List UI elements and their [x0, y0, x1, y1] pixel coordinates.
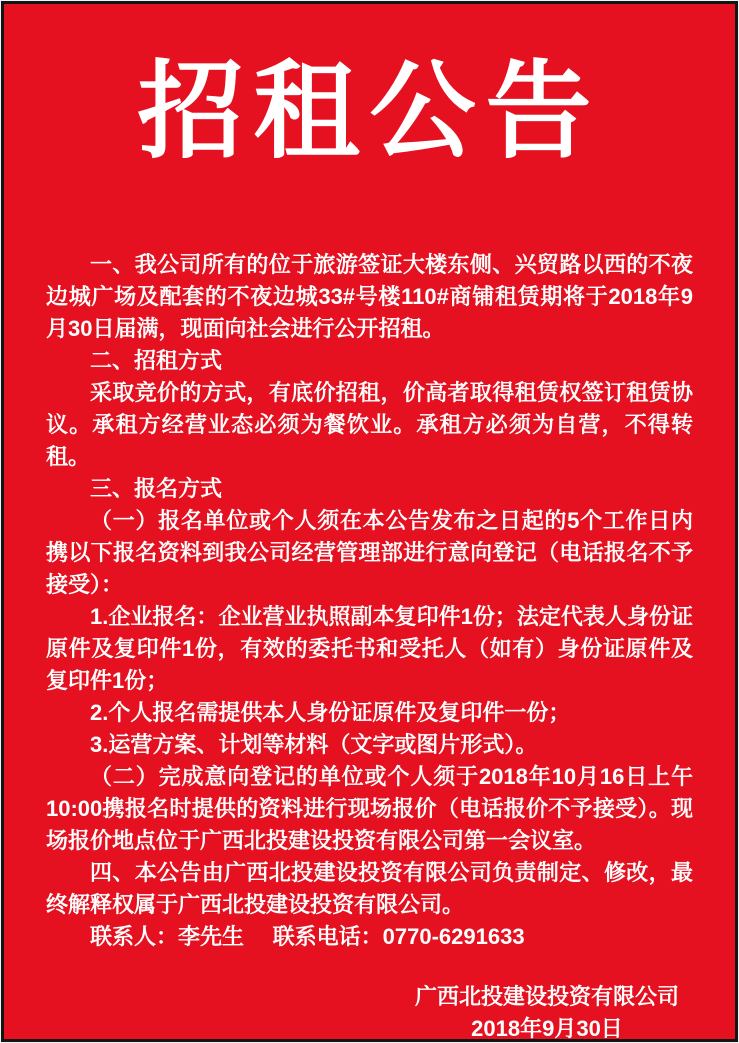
contact-person-name: 李先生: [178, 924, 245, 949]
signature-date: 2018年9月30日: [471, 1016, 623, 1041]
notice-paragraph-operation-plan: 3.运营方案、计划等材料（文字或图片形式）。: [90, 732, 538, 757]
notice-body: [4, 249, 735, 953]
notice-paragraph-individual-registration: 2.个人报名需提供本人身份证原件及复印件一份；: [90, 700, 571, 725]
contact-phone-number: 0770-6291633: [382, 924, 525, 949]
notice-paragraph-intro: 一、我公司所有的位于旅游签证大楼东侧、兴贸路以西的不夜边城广场及配套的不夜边城33#号楼110#商铺租赁期将于2018年9月30日届满，现面向社会进行公开招租。: [46, 252, 693, 341]
contact-phone-label: 联系电话：: [272, 924, 383, 949]
signature-block: [4, 981, 735, 1042]
notice-paragraph-rental-method: 采取竞价的方式，有底价招租，价高者取得租赁权签订租赁协议。承租方经营业态必须为餐饮业。承租方必须为自营，不得转租。: [46, 380, 693, 469]
signature-company-name: 广西北投建设投资有限公司: [414, 984, 679, 1009]
notice-paragraph-registration-step1: （一）报名单位或个人须在本公告发布之日起的5个工作日内携以下报名资料到我公司经营管理部进行意向登记（电话报名不予接受）：: [46, 508, 693, 597]
notice-title: 招租公告: [137, 54, 602, 171]
rental-notice-poster: [1, 1, 738, 1042]
notice-paragraph-bidding: （二）完成意向登记的单位或个人须于2018年10月16日上午10:00携报名时提供的资料进行现场报价（电话报价不予接受）。现场报价地点位于广西北投建设投资有限公司第一会议室。: [46, 764, 693, 853]
contact-line: [46, 921, 693, 953]
notice-section-heading-registration: 三、报名方式: [90, 476, 223, 501]
signature-inner: [415, 981, 679, 1042]
notice-paragraph-company-registration: 1.企业报名：企业营业执照副本复印件1份；法定代表人身份证原件及复印件1份，有效的委托书和受托人（如有）身份证原件及复印件1份；: [46, 604, 693, 693]
notice-paragraph-interpretation-rights: 四、本公告由广西北投建设投资有限公司负责制定、修改，最终解释权属于广西北投建设投资有限公司。: [46, 860, 693, 917]
contact-person-label: 联系人：: [90, 924, 179, 949]
notice-section-heading-rental-method: 二、招租方式: [90, 348, 223, 373]
